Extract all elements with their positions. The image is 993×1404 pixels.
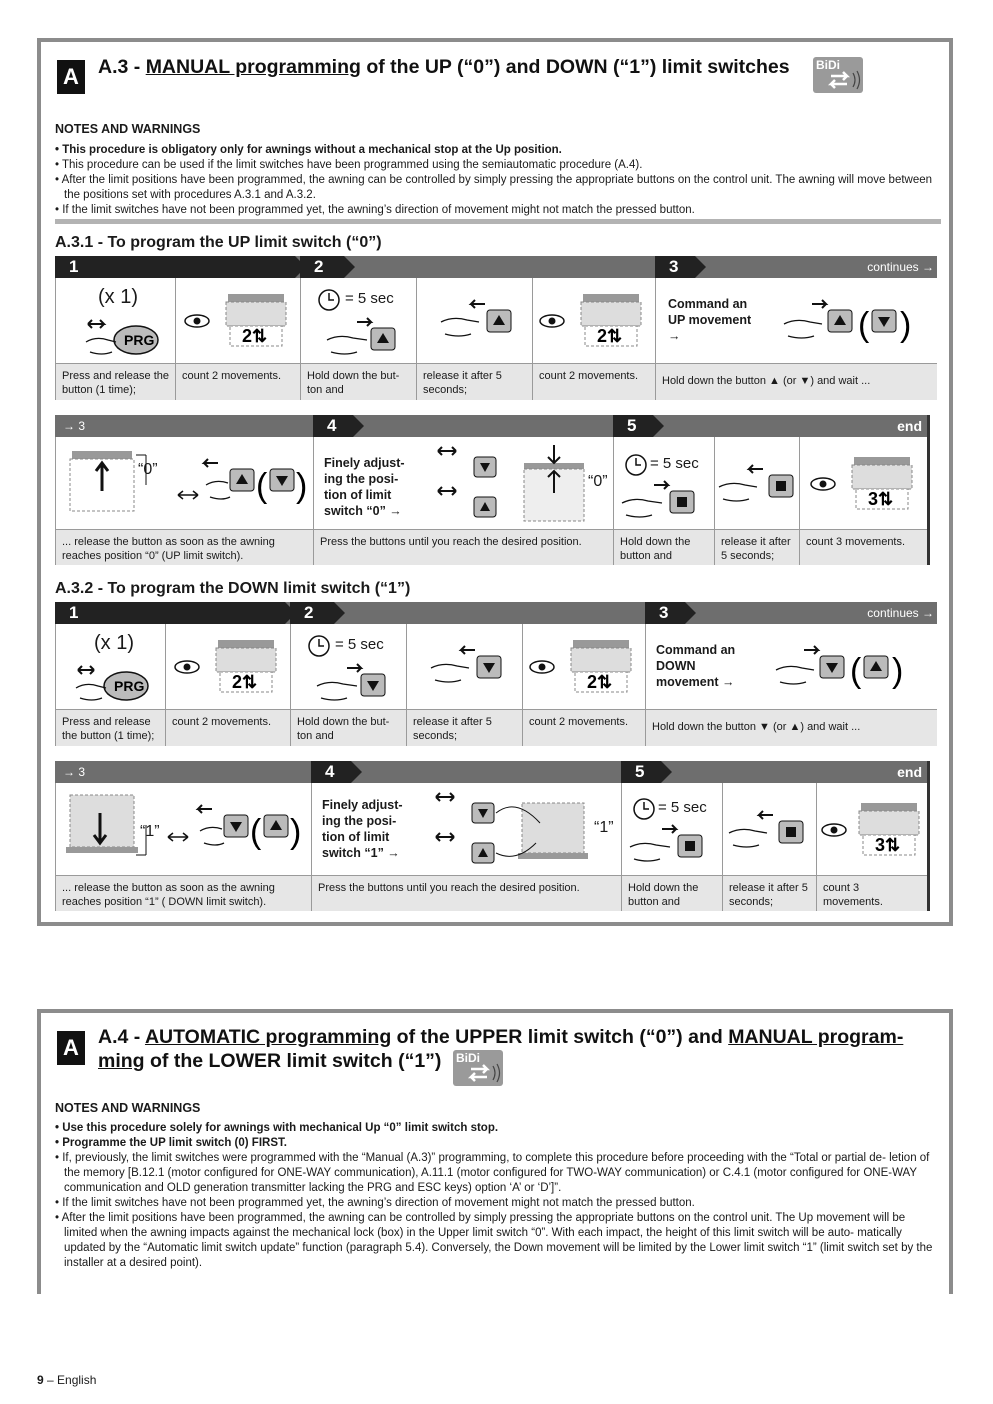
hand-release-stop-icon — [719, 465, 799, 509]
bidi-label: BiDi — [816, 58, 840, 72]
step-number: 4 — [311, 761, 351, 783]
note-item: • After the limit positions have been programmed, the awning can be controlled by simply pressing the appropriate buttons on the control unit. The Up movement will be limited when the awning impacts against the mechanical lock (box) in the Upper limit switch “0”. With each impact, the height of this limit switch will be auto- matically updated by the “Automatic limit switch update” function (paragraph 5.4). Conversely, the Down movement will be limited by the Lower limit switch “1” (limit switch set by the installer at a desired point). — [55, 1212, 933, 1269]
section-letter: A — [57, 60, 85, 94]
hand-press-down-up-icon — [166, 801, 306, 861]
step-caption: release it after 5 seconds; — [714, 529, 799, 565]
hand-press-up-icon — [327, 318, 407, 358]
section-title — [98, 1025, 938, 1073]
continues-label: continues → — [867, 260, 934, 274]
steps-row-a32-2 — [55, 761, 940, 911]
hand-press-down-icon — [317, 664, 397, 704]
step-number: 1 — [55, 602, 285, 624]
hand-release-up-icon — [441, 300, 521, 344]
title-prefix: A.4 - — [98, 1026, 145, 1048]
fine-adjust-label: Finely adjust- ing the posi- tion of limit switch “0” → — [324, 456, 405, 518]
step-cell — [55, 278, 175, 363]
step-cell — [406, 624, 522, 709]
separator — [55, 219, 941, 224]
page-footer — [37, 1373, 96, 1387]
section-a3 — [37, 38, 953, 926]
step-cell — [165, 624, 290, 709]
step-caption: count 3 movements. — [816, 875, 927, 911]
hand-release-stop-icon — [729, 811, 809, 855]
step-cell — [645, 624, 937, 709]
step-cell — [300, 278, 416, 363]
clock-icon — [624, 453, 648, 477]
duration-label: = 5 sec — [658, 799, 707, 816]
command-label: Command an UP movement → — [668, 297, 752, 343]
step-number: 3 — [645, 602, 685, 624]
header-bar — [55, 415, 927, 437]
step-caption: Hold down the but- ton and — [300, 363, 416, 400]
title-suffix: of the UP (“0”) and DOWN (“1”) limit switches — [360, 56, 790, 78]
step-cell — [175, 278, 300, 363]
title-suffix: of the LOWER limit switch (“1”) — [144, 1050, 442, 1072]
language-label: – English — [43, 1373, 97, 1387]
hand-press-stop-icon — [630, 825, 714, 867]
awning-up-position-icon — [64, 447, 174, 521]
svg-text:(: ( — [858, 306, 870, 344]
step-number: 2 — [290, 602, 334, 624]
step-cell — [799, 437, 927, 529]
duration-label: = 5 sec — [335, 636, 384, 653]
step-caption: Press the buttons until you reach the desired position. — [313, 529, 613, 565]
section-title — [98, 55, 818, 79]
fine-adjust-icon — [426, 789, 596, 873]
step-cell — [290, 624, 406, 709]
step-cell — [313, 437, 613, 529]
svg-text:3⇅: 3⇅ — [875, 835, 901, 855]
step-cell — [311, 783, 621, 875]
position-label: “0” — [588, 473, 608, 490]
step-caption: count 2 movements. — [532, 363, 655, 400]
clock-icon — [317, 288, 341, 312]
note-item: • After the limit positions have been programmed, the awning can be controlled by simply pressing the appropriate buttons on the control unit. The awning will move between the positions set with procedures A.3.1 and A.3.2. — [55, 174, 933, 201]
step-caption: Hold down the button and — [621, 875, 722, 911]
section-a4 — [37, 1009, 953, 1294]
step-number: 2 — [300, 256, 344, 278]
hand-press-up-down-icon — [176, 455, 306, 515]
fine-adjust-icon — [428, 443, 608, 527]
step-cell — [55, 437, 313, 529]
clock-icon — [307, 634, 331, 658]
clock-icon — [632, 797, 656, 821]
step-caption: Hold down the button and — [613, 529, 714, 565]
step-caption: count 2 movements. — [522, 709, 645, 746]
eye-icon — [529, 660, 555, 674]
steps-row-a31-1 — [55, 256, 940, 400]
page-number: 9 — [37, 1373, 44, 1387]
command-label: Command an DOWN movement → — [656, 643, 736, 689]
awning-icon — [579, 292, 645, 352]
step-cell — [816, 783, 927, 875]
notes-heading: NOTES AND WARNINGS — [55, 122, 201, 136]
bidi-icon — [453, 1050, 503, 1086]
note-item: • This procedure can be used if the limit switches have been programmed using the semiautomatic procedure (A.4). — [55, 159, 643, 171]
hand-release-down-icon — [431, 646, 511, 690]
subsection-title-a31: A.3.1 - To program the UP limit switch (“0”) — [55, 234, 382, 251]
step-caption: release it after 5 seconds; — [722, 875, 816, 911]
step-caption: count 2 movements. — [165, 709, 290, 746]
svg-text:2⇅: 2⇅ — [232, 672, 258, 692]
bidi-icon — [813, 57, 863, 93]
subsection-title-a32: A.3.2 - To program the DOWN limit switch (“1”) — [55, 580, 411, 597]
step-caption: release it after 5 seconds; — [416, 363, 532, 400]
steps-row-a31-2 — [55, 415, 940, 565]
svg-text:): ) — [296, 467, 308, 505]
duration-label: = 5 sec — [345, 290, 394, 307]
steps-row-a32-1 — [55, 602, 940, 746]
position-label: “1” — [140, 823, 160, 840]
awning-icon — [850, 455, 916, 515]
step-cell — [621, 783, 722, 875]
notes-heading: NOTES AND WARNINGS — [55, 1101, 201, 1115]
notes-list — [55, 1121, 941, 1271]
notes-list — [55, 143, 941, 218]
hand-press-up-down-icon — [784, 300, 924, 346]
step-caption: ... release the button as soon as the awning reaches position “0” (UP limit switch). — [55, 529, 313, 565]
note-item: • If, previously, the limit switches were programmed with the “Manual (A.3)” programming, to complete this procedure before proceeding with the “Total or partial de- letion of the memory [B.12.1 (motor configured for ONE-WAY communication), A.11.1 (motor configured for TWO-WAY communication) or C.4.1 (motor configured for ONE-WAY communication and OLD generation transmitter lacking the PRG and ESC keys) option ‘A’ or ‘D’]”. — [55, 1152, 930, 1194]
title-middle: of the UPPER limit switch (“0”) and — [391, 1026, 729, 1048]
step-number: 5 — [621, 761, 661, 783]
right-rule — [927, 761, 930, 911]
step-cell — [416, 278, 532, 363]
title-underlined: MANUAL programming — [145, 56, 361, 78]
fine-adjust-label: Finely adjust- ing the posi- tion of limit switch “1” → — [322, 798, 403, 860]
svg-text:): ) — [892, 652, 904, 690]
back-reference: → 3 — [63, 765, 86, 779]
svg-text:(: ( — [256, 467, 268, 505]
hand-press-prg-icon — [76, 658, 156, 704]
note-item: • If the limit switches have not been programmed yet, the awning’s direction of movement might not match the pressed button. — [55, 204, 695, 216]
step-caption: ... release the button as soon as the awning reaches position “1” ( DOWN limit switch). — [55, 875, 311, 911]
step-caption: count 2 movements. — [175, 363, 300, 400]
eye-icon — [539, 314, 565, 328]
svg-text:PRG: PRG — [124, 332, 155, 348]
awning-icon — [214, 638, 280, 698]
continues-label: continues → — [867, 606, 934, 620]
step-number: 5 — [613, 415, 653, 437]
back-reference: → 3 — [63, 419, 86, 433]
position-label: “0” — [138, 461, 158, 478]
svg-text:): ) — [900, 306, 912, 344]
svg-text:3⇅: 3⇅ — [868, 489, 894, 509]
eye-icon — [810, 477, 836, 491]
svg-text:): ) — [290, 813, 302, 851]
step-cell — [55, 624, 165, 709]
note-item: • Programme the UP limit switch (0) FIRST. — [55, 1137, 287, 1149]
svg-text:(: ( — [250, 813, 262, 851]
step-caption: release it after 5 seconds; — [406, 709, 522, 746]
awning-icon — [569, 638, 635, 698]
step-caption: Hold down the but- ton and — [290, 709, 406, 746]
step-number: 1 — [55, 256, 295, 278]
step-cell — [655, 278, 937, 363]
step-number: 4 — [313, 415, 353, 437]
right-rule — [927, 415, 930, 565]
eye-icon — [821, 823, 847, 837]
svg-text:2⇅: 2⇅ — [597, 326, 623, 346]
step-caption: Press and release the button (1 time); — [55, 363, 175, 400]
svg-text:(: ( — [850, 652, 862, 690]
svg-text:2⇅: 2⇅ — [587, 672, 613, 692]
step-number: 3 — [655, 256, 695, 278]
title-underlined: AUTOMATIC programming — [144, 1026, 392, 1048]
bidi-label: BiDi — [456, 1051, 480, 1065]
press-count: (x 1) — [94, 632, 134, 654]
eye-icon — [184, 314, 210, 328]
note-item: • If the limit switches have not been programmed yet, the awning’s direction of movement might not match the pressed button. — [55, 1197, 695, 1209]
hand-press-down-up-icon — [776, 646, 916, 692]
step-cell — [55, 783, 311, 875]
step-caption: Press and release the button (1 time); — [55, 709, 165, 746]
note-item: • This procedure is obligatory only for awnings without a mechanical stop at the Up position. — [55, 144, 562, 156]
svg-text:PRG: PRG — [114, 678, 145, 694]
title-prefix: A.3 - — [98, 56, 146, 78]
hand-press-prg-icon — [86, 312, 166, 358]
step-cell — [722, 783, 816, 875]
awning-icon — [857, 801, 923, 861]
step-cell — [522, 624, 645, 709]
end-label: end — [897, 764, 922, 780]
count-two: 2⇅ — [242, 326, 268, 346]
step-caption: count 3 movements. — [799, 529, 927, 565]
end-label: end — [897, 418, 922, 434]
step-caption: Press the buttons until you reach the desired position. — [311, 875, 621, 911]
step-caption: Hold down the button ▲ (or ▼) and wait ... — [655, 363, 937, 400]
section-letter: A — [57, 1031, 85, 1065]
press-count: (x 1) — [98, 286, 138, 308]
position-label: “1” — [594, 819, 614, 836]
step-cell — [613, 437, 714, 529]
awning-icon — [224, 292, 290, 352]
step-cell — [714, 437, 799, 529]
duration-label: = 5 sec — [650, 455, 699, 472]
step-cell — [532, 278, 655, 363]
hand-press-stop-icon — [622, 481, 706, 523]
title-underlined: MANUAL program- ming — [98, 1026, 904, 1072]
eye-icon — [174, 660, 200, 674]
step-caption: Hold down the button ▼ (or ▲) and wait ... — [645, 709, 937, 746]
header-bar — [55, 761, 927, 783]
note-item: • Use this procedure solely for awnings with mechanical Up “0” limit switch stop. — [55, 1122, 499, 1134]
